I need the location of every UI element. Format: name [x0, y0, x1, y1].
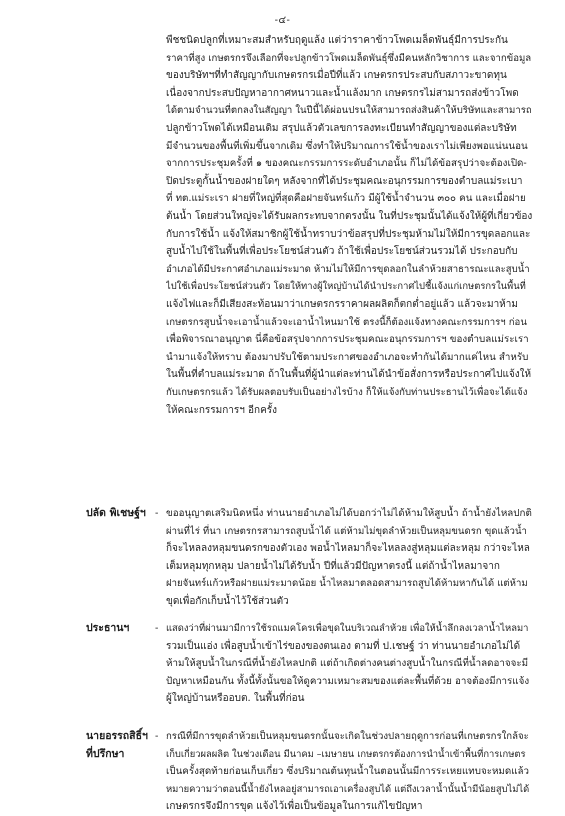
- text-line: นำมาแจ้งให้ทราบ ต้องมาปรับใช้ตามประกาศของอำเภอจะทำกันได้มากแค่ไหน สำหรับ: [166, 351, 529, 363]
- text-line: ขออนุญาตเสริมนิดหนึ่ง ท่านนายอำเภอไม่ได้บอกว่าไม่ได้ห้ามให้สูบน้ำ ถ้าน้ำยังไหลปกติ: [166, 508, 532, 519]
- text-line: ในพื้นที่ตำบลแม่ระมาด ถ้าในพื้นที่ผู้นำแต่ละท่านได้นำข้อสั่งการหรือประกาศไปแจ้งให้: [166, 369, 532, 381]
- text-line: ผู้ใหญ่บ้านหรืออบต. ในพื้นที่ก่อน: [166, 693, 305, 705]
- speech-dash: -: [155, 731, 159, 742]
- text-line: เก็บเกี่ยวผลผลิต ในช่วงเดือน มีนาคม –เมษายน เกษตรกรต้องการนำน้ำเข้าพื้นที่การเกษตร: [166, 748, 526, 760]
- text-line: ราคาที่สูง เกษตรกรจึงเลือกที่จะปลูกข้าวโพดเมล็ดพันธุ์ซึ่งมีคนหลักวิชาการ และจากข้อมูล: [166, 52, 532, 64]
- speaker-name: ปลัด พิเชษฐ์ฯ: [86, 507, 146, 519]
- text-line: ต้นน้ำ โดยส่วนใหญ่จะได้รับผลกระทบจากตรงนั้น ในที่ประชุมนั้นได้แจ้งให้ผู้ที่เกี่ยวข้อง: [166, 211, 532, 222]
- text-line: เกษตรกรจึงมีการขุด แจ้งไว้เพื่อเป็นข้อมูลในการแก้ไขปัญหา: [166, 801, 423, 813]
- text-line: ก็จะไหลลงหลุมขนดรกของตัวเอง พอน้ำไหลมาก็จะไหลลงสู่หลุมแต่ละหลุม กว่าจะไหล: [166, 543, 530, 555]
- text-line: อำเภอได้มีประกาศอำเภอแม่ระมาด ห้ามไม่ให้มีการขุดลอกในลำห้วยสาธารณะและสูบน้ำ: [166, 263, 530, 275]
- text-line: ปิดประตูกั้นน้ำของฝายใดๆ หลังจากที่ได้ประชุมคณะอนุกรรมการของตำบลแม่ระเบา: [166, 175, 523, 187]
- text-line: สูบน้ำไปใช้ในพื้นที่เพื่อประโยชน์ส่วนตัว ถ้าใช้เพื่อประโยชน์ส่วนรวมได้ ประกอบกับ: [166, 246, 518, 258]
- text-line: กับการใช้น้ำ แจ้งให้สมาชิกผู้ใช้น้ำทราบว่าข้อสรุปที่ประชุมห้ามไม่ให้มีการขุดลอกและ: [166, 228, 531, 240]
- text-line: ปลูกข้าวโพดได้เหมือนเดิม สรุปแล้วตัวเลขการลงทะเบียนทำสัญญาของแต่ละบริษัท: [166, 123, 517, 134]
- text-line: กรณีที่มีการขุดลำห้วยเป็นหลุมขนดรกนั้นจะเกิดในช่วงปลายฤดูการก่อนที่เกษตรกรใกล้จะ: [166, 731, 529, 742]
- speech-dash: -: [155, 623, 159, 634]
- speaker-role: ที่ปรึกษา: [86, 747, 125, 760]
- text-line: จากการประชุมครั้งที่ ๑ ของคณะกรรมการระดับอำเภอนั้น ก็ไม่ได้ข้อสรุปว่าจะต้องเปิด-: [166, 158, 527, 170]
- text-line: ฝายจันทร์แก้วหรือฝายแม่ระมาดน้อย น้ำไหลมาตลอดสามารถสูบได้ห้ามหากันได้ แต่ห้าม: [166, 578, 528, 590]
- text-line: ของบริษัทฯที่ทำสัญญากับเกษตรกรเมื่อปีที่แล้ว เกษตรกรประสบกับสภาวะขาดทุน: [166, 70, 507, 82]
- text-line: มีจำนวนของพื้นที่เพิ่มขึ้นจากเดิม ซึ่งทำให้ปริมาณการใช้น้ำของเราไม่เพียงพอแน่นนอน: [166, 140, 528, 152]
- text-line: ห้ามให้สูบน้ำในกรณีที่น้ำยังไหลปกติ แต่ถ้าเกิดต่างคนต่างสูบน้ำในกรณีที่น้ำลดอาจจะมี: [166, 658, 529, 670]
- text-line: ให้คณะกรรมการฯ อีกครั้ง: [166, 404, 278, 416]
- text-line: ผ่านที่ไร่ ที่นา เกษตรกรสามารถสูบน้ำได้ แต่ห้ามไม่ขุดลำห้วยเป็นหลุมขนดรก ขุดแล้วน้ำ: [166, 525, 527, 537]
- page-number: -๔-: [274, 15, 291, 26]
- text-line: เกษตรกรสูบน้ำจะเอาน้ำแล้วจะเอาน้ำไหนมาใช้ ตรงนี้ก็ต้องแจ้งทางคณะกรรมการฯ ก่อน: [166, 316, 527, 328]
- text-line: เต็มหลุมทุกหลุม ปลายน้ำไม่ได้รับน้ำ ปีที่แล้วมีปัญหาตรงนี้ แต่ถ้าน้ำไหลมาจาก: [166, 560, 500, 572]
- text-line: ที่ ทต.แม่ระเรา ฝายที่ใหญ่ที่สุดคือฝายจันทร์แก้ว มีผู้ใช้น้ำจำนวน ๓๐๐ คน และเมื่อฝาย: [166, 193, 526, 205]
- speaker-name: นายอรรถสิธิ์ฯ: [86, 730, 148, 742]
- text-line: เพื่อพิจารณาอนุญาต นี่คือข้อสรุปจากการประชุมคณะอนุกรรมการฯ ของตำบลแม่ระเรา: [166, 334, 529, 346]
- speech-dash: -: [155, 508, 159, 519]
- text-line: ขุดเพื่อกักเก็บน้ำไว้ใช้ส่วนตัว: [166, 596, 289, 607]
- text-line: ไปใช้เพื่อประโยชน์ส่วนตัว โดยให้ทางผู้ใหญ่บ้านได้นำประกาศไปชี้แจ้งแก่เกษตรกรในพื้นที่: [166, 281, 526, 293]
- text-line: เป็นครั้งสุดท้ายก่อนเก็บเกี่ยว ซึ่งปริมาณต้นทุนน้ำในตอนนั้นมีการระเหยแทบจะหมดแล้ว: [166, 766, 530, 778]
- text-line: พืชชนิดปลูกที่เหมาะสมสำหรับฤดูแล้ง แต่ว่าราคาข้าวโพดเมล็ดพันธุ์มีการประกัน: [166, 35, 508, 46]
- text-line: เนื่องจากประสบปัญหาอากาศหนาวและน้ำแล้งมาก เกษตรกรไม่สามารถส่งข้าวโพด: [166, 87, 519, 99]
- text-line: แจ้งไฟและก็มีเสียงสะท้อนมาว่าเกษตรกรราคาผลผลิตก็ตกต่ำอยู่แล้ว แล้วจะมาห้าม: [166, 299, 518, 310]
- text-line: ได้ตามจำนวนที่ตกลงในสัญญา ในปีนี้ได้ผ่อนปรนให้สามารถส่งสินค้าให้บริษัทและสามารถ: [166, 105, 532, 117]
- text-line: หมายความว่าตอนนี้น้ำยังไหลอยู่สามารถเอาเครื่องสูบได้ แต่ถึงเวลาน้ำนั้นน้ำมีน้อยสูบไม่ได้: [166, 783, 530, 795]
- speaker-name: ประธานฯ: [86, 622, 130, 634]
- text-line: กับเกษตรกรแล้ว ได้รับผลตอบรับเป็นอย่างไรบ้าง ก็ให้แจ้งกับท่านประธานไว้เพื่อจะได้แจ้ง: [166, 387, 528, 398]
- text-line: แสดงว่าที่ผ่านมามีการใช้รถแมคโครเพื่อขุดในบริเวณลำห้วย เพื่อให้น้ำลึกลงเวลาน้ำไหลมา: [166, 623, 529, 634]
- text-line: รวมเป็นแอ่ง เพื่อสูบน้ำเข้าไร่ของของตนเอง ตามที่ ป.เชษฐ์ ว่า ท่านนายอำเภอไม่ได้: [166, 640, 521, 652]
- text-line: ปัญหาเหมือนกัน ทั้งนี้ทั้งนั้นขอให้ดูความเหมาะสมของแต่ละพื้นที่ด้วย อาจต้องมีการแจ้ง: [166, 675, 530, 687]
